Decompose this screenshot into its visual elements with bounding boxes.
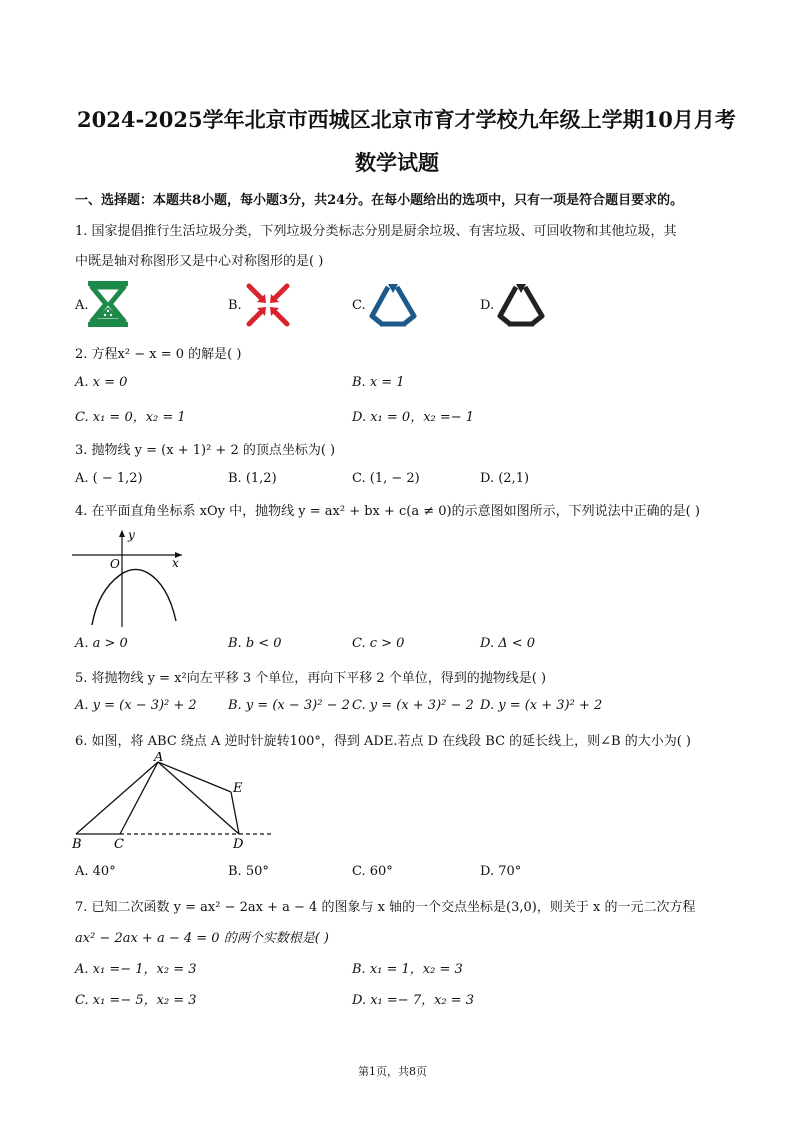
q2-option-c: C. x₁ = 0，x₂ = 1	[75, 410, 186, 425]
q3-option-d: D. (2,1)	[480, 471, 530, 486]
point-e-label: E	[233, 781, 243, 796]
x-axis-label: x	[172, 556, 179, 570]
q4-option-d: D. Δ < 0	[480, 636, 536, 651]
q1-stem-line2: 中既是轴对称图形又是中心对称图形的是( )	[75, 254, 324, 269]
q1-option-c-label: C.	[352, 298, 366, 313]
q7-stem-line2: ax² − 2ax + a − 4 = 0 的两个实数根是( )	[75, 931, 329, 946]
q3-stem: 3. 抛物线 y = (x + 1)² + 2 的顶点坐标为( )	[75, 443, 336, 458]
q4-stem: 4. 在平面直角坐标系 xOy 中，抛物线 y = ax² + bx + c(a ≠ 0)的示意图如图所示，下列说法中正确的是( )	[75, 504, 700, 519]
q6-stem: 6. 如图，将 ABC 绕点 A 逆时针旋转100°，得到 ADE.若点 D 在线段 BC 的延长线上，则∠B 的大小为( )	[75, 734, 692, 749]
q6-rotation-figure	[68, 752, 278, 854]
parabola-curve	[92, 569, 176, 625]
origin-label: O	[110, 557, 120, 571]
q7-option-d: D. x₁ =− 7，x₂ = 3	[352, 993, 475, 1008]
q3-option-b: B. (1,2)	[228, 471, 277, 486]
q5-option-c: C. y = (x + 3)² − 2	[352, 698, 474, 713]
q7-stem-line1: 7. 已知二次函数 y = ax² − 2ax + a − 4 的图象与 x 轴的一个交点坐标是(3,0)，则关于 x 的一元二次方程	[75, 900, 696, 915]
q3-option-a: A. ( − 1,2)	[75, 471, 143, 486]
recyclable-icon	[366, 280, 420, 328]
q6-option-b: B. 50°	[228, 864, 269, 879]
q1-stem-line1: 1. 国家提倡推行生活垃圾分类，下列垃圾分类标志分别是厨余垃圾、有害垃圾、可回收物和其他垃圾，其	[75, 224, 677, 239]
point-b-label: B	[72, 837, 82, 852]
q6-option-c: C. 60°	[352, 864, 393, 879]
harmful-waste-icon	[245, 282, 291, 328]
q7-option-a: A. x₁ =− 1，x₂ = 3	[75, 962, 197, 977]
q2-option-d: D. x₁ = 0，x₂ =− 1	[352, 410, 475, 425]
q6-option-a: A. 40°	[75, 864, 116, 879]
point-a-label: A	[154, 752, 164, 765]
page-title-line1: 2024-2025学年北京市西城区北京市育才学校九年级上学期10月月考	[77, 107, 736, 132]
q1-option-d-label: D.	[480, 298, 495, 313]
y-axis-label: y	[128, 528, 135, 542]
q4-parabola-figure	[70, 527, 190, 629]
point-c-label: C	[114, 837, 124, 852]
q2-option-a: A. x = 0	[75, 375, 128, 390]
q1-option-b-label: B.	[228, 298, 242, 313]
q4-option-a: A. a > 0	[75, 636, 128, 651]
point-d-label: D	[233, 837, 244, 852]
other-waste-icon	[494, 280, 548, 328]
q7-option-b: B. x₁ = 1，x₂ = 3	[352, 962, 463, 977]
q3-option-c: C. (1, − 2)	[352, 471, 420, 486]
q5-option-d: D. y = (x + 3)² + 2	[480, 698, 603, 713]
q6-option-d: D. 70°	[480, 864, 522, 879]
kitchen-waste-icon	[86, 280, 130, 328]
q1-option-a-label: A.	[75, 298, 89, 313]
page-footer: 第1页，共8页	[358, 1065, 427, 1078]
q5-option-b: B. y = (x − 3)² − 2	[228, 698, 350, 713]
q5-option-a: A. y = (x − 3)² + 2	[75, 698, 197, 713]
page-title-line2: 数学试题	[355, 150, 439, 175]
q5-stem: 5. 将抛物线 y = x²向左平移 3 个单位，再向下平移 2 个单位，得到的抛物线是( )	[75, 671, 547, 686]
q7-option-c: C. x₁ =− 5，x₂ = 3	[75, 993, 197, 1008]
q2-stem: 2. 方程x² − x = 0 的解是( )	[75, 347, 242, 362]
q4-option-c: C. c > 0	[352, 636, 405, 651]
q2-option-b: B. x = 1	[352, 375, 405, 390]
section-heading: 一、选择题：本题共8小题，每小题3分，共24分。在每小题给出的选项中，只有一项是符合题目要求的。	[75, 193, 684, 208]
q4-option-b: B. b < 0	[228, 636, 282, 651]
